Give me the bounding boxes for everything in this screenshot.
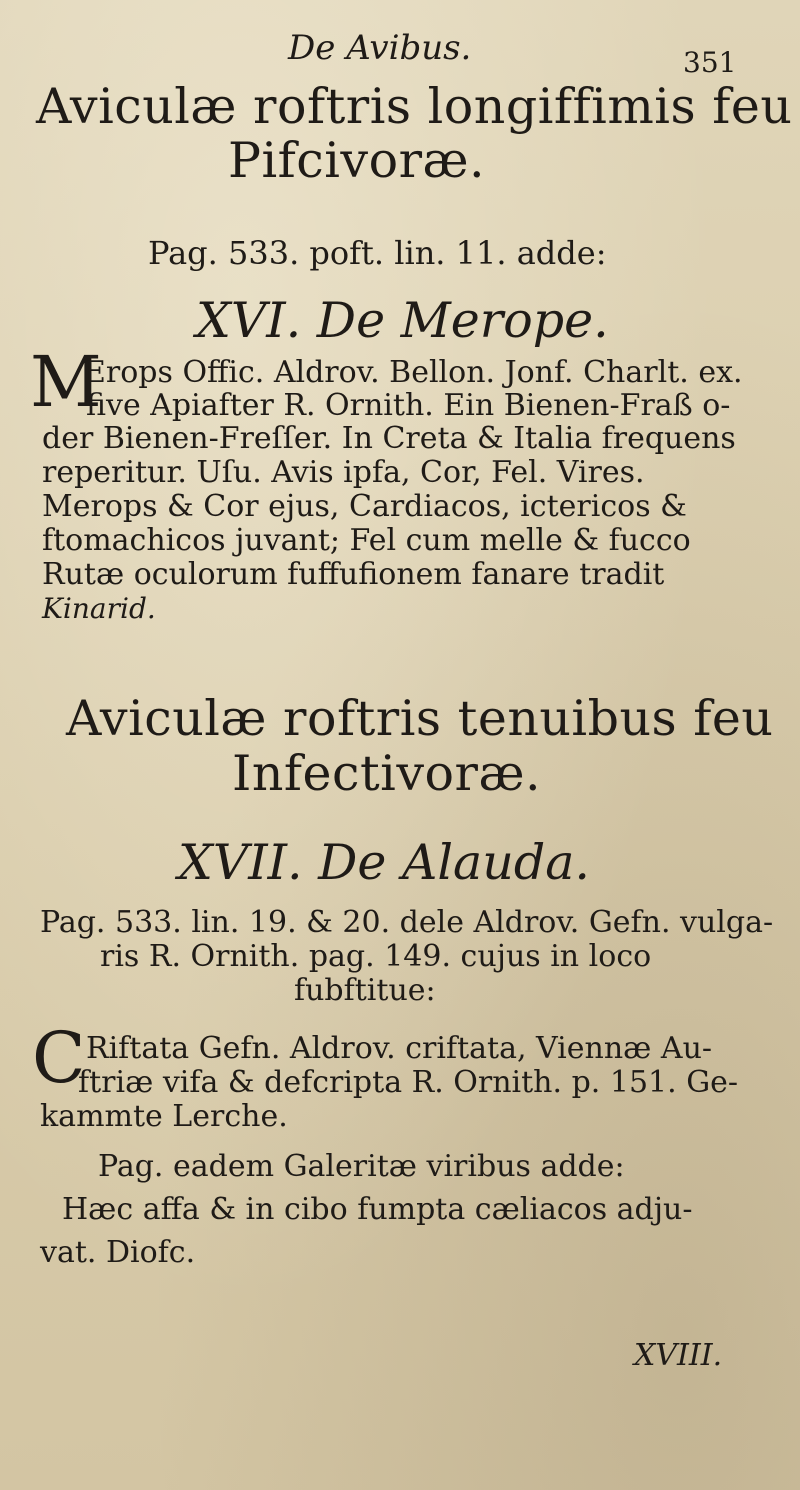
text-line: Pag. 533. lin. 19. & 20. dele Aldrov. Gefn. vulga- <box>40 905 774 940</box>
catchword: XVIII. <box>634 1338 723 1373</box>
section-heading-insectivorae-line2: Infectivoræ. <box>232 745 542 802</box>
text-line: Hæc affa & in cibo fumpta cæliacos adju- <box>62 1192 693 1227</box>
section-heading-piscivorae-line2: Pifcivoræ. <box>228 132 486 189</box>
text-line: Rutæ oculorum fuffufionem fanare tradit <box>42 557 665 592</box>
section-heading-insectivorae: Aviculæ roftris tenuibus feu <box>66 690 774 747</box>
text-line: kammte Lerche. <box>40 1099 288 1134</box>
text-line: Kinarid. <box>42 592 156 625</box>
text-line: Erops Offic. Aldrov. Bellon. Jonf. Charlt. ex. <box>84 355 743 390</box>
running-head: De Avibus. <box>288 28 472 68</box>
text-line: ftomachicos juvant; Fel cum melle & fucco <box>42 523 691 558</box>
text-line: der Bienen-Freſſer. In Creta & Italia frequens <box>42 421 736 456</box>
drop-cap-c: C <box>32 1017 86 1099</box>
text-line: vat. Diofc. <box>40 1235 196 1270</box>
page-number: 351 <box>683 46 737 79</box>
subheading-alauda: XVII. De Alauda. <box>178 834 590 891</box>
subheading-merope: XVI. De Merope. <box>196 292 609 349</box>
section-heading-piscivorae: Aviculæ roftris longiffimis feu <box>36 78 793 135</box>
drop-cap-m: M <box>30 341 102 423</box>
text-line: five Apiafter R. Ornith. Ein Bienen-Fraß o- <box>86 388 731 423</box>
text-line: fubftitue: <box>294 973 436 1008</box>
text-line: ftriæ vifa & defcripta R. Ornith. p. 151. Ge- <box>78 1065 739 1100</box>
addendum-note: Pag. 533. poft. lin. 11. adde: <box>148 234 607 272</box>
text-line: reperitur. Uſu. Avis ipfa, Cor, Fel. Vires. <box>42 455 645 490</box>
text-line: ris R. Ornith. pag. 149. cujus in loco <box>100 939 652 974</box>
text-line: Merops & Cor ejus, Cardiacos, ictericos & <box>42 489 687 524</box>
text-line: Pag. eadem Galeritæ viribus adde: <box>98 1149 625 1184</box>
text-line: Riftata Gefn. Aldrov. criftata, Viennæ Au- <box>86 1031 713 1066</box>
